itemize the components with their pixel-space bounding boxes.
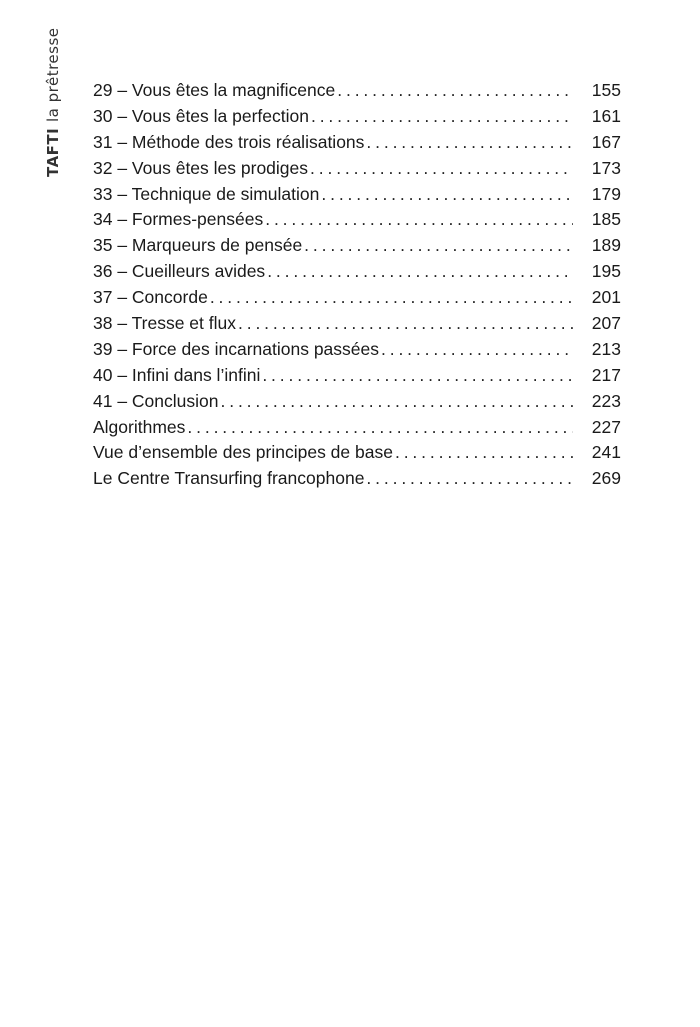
- toc-dot-leader: [366, 466, 573, 492]
- toc-entry-title: 32 – Vous êtes les prodiges: [93, 157, 309, 178]
- toc-dot-leader: [267, 259, 573, 285]
- toc-entry-title: 30 – Vous êtes la perfection: [93, 105, 309, 126]
- toc-entry[interactable]: [93, 156, 621, 182]
- toc-entry-title: Algorithmes: [93, 416, 186, 437]
- toc-entry[interactable]: [93, 233, 621, 259]
- toc-entry-page: 223: [591, 390, 621, 411]
- toc-entry[interactable]: [93, 130, 621, 156]
- table-of-contents: [93, 78, 621, 492]
- toc-entry-page: 185: [591, 209, 621, 230]
- toc-entry-page: 201: [591, 287, 621, 308]
- toc-entry-title: Vue d’ensemble des principes de base: [93, 442, 393, 463]
- toc-dot-leader: [221, 389, 574, 415]
- toc-entry[interactable]: [93, 440, 621, 466]
- toc-entry-page: 213: [591, 338, 621, 359]
- toc-dot-leader: [210, 285, 573, 311]
- toc-entry-page: 227: [591, 416, 621, 437]
- toc-entry[interactable]: [93, 182, 621, 208]
- toc-entry-page: 155: [591, 80, 621, 100]
- toc-entry-page: 217: [591, 364, 621, 385]
- toc-entry-title: Le Centre Transurfing francophone: [93, 468, 365, 489]
- toc-entry[interactable]: [93, 337, 621, 363]
- toc-entry-page: 161: [591, 105, 621, 126]
- toc-entry-page: 207: [591, 313, 621, 334]
- toc-dot-leader: [265, 207, 573, 233]
- toc-entry-title: 35 – Marqueurs de pensée: [93, 235, 303, 256]
- running-head-subtitle: la prêtresse: [44, 27, 62, 122]
- toc-dot-leader: [238, 311, 573, 337]
- toc-entry-page: 173: [591, 157, 621, 178]
- toc-entry-page: 241: [591, 442, 621, 463]
- toc-entry-title: 40 – Infini dans l’infini: [93, 364, 261, 385]
- toc-dot-leader: [395, 440, 573, 466]
- running-head: [37, 27, 69, 177]
- toc-dot-leader: [321, 182, 573, 208]
- toc-dot-leader: [311, 104, 573, 130]
- toc-entry[interactable]: [93, 78, 621, 104]
- toc-dot-leader: [310, 156, 573, 182]
- toc-entry[interactable]: [93, 389, 621, 415]
- toc-entry-page: 269: [591, 468, 621, 489]
- toc-entry[interactable]: [93, 104, 621, 130]
- toc-entry-page: 189: [591, 235, 621, 256]
- toc-entry[interactable]: [93, 363, 621, 389]
- toc-dot-leader: [337, 78, 573, 104]
- toc-entry-page: 167: [591, 131, 621, 152]
- toc-entry[interactable]: [93, 415, 621, 441]
- toc-entry[interactable]: [93, 466, 621, 492]
- toc-dot-leader: [304, 233, 573, 259]
- toc-entry-title: 41 – Conclusion: [93, 390, 219, 411]
- toc-entry-page: 179: [591, 183, 621, 204]
- toc-entry[interactable]: [93, 259, 621, 285]
- toc-dot-leader: [381, 337, 573, 363]
- toc-entry-title: 33 – Technique de simulation: [93, 183, 320, 204]
- running-head-series: TAFTI: [44, 127, 62, 177]
- toc-entry-page: 195: [591, 261, 621, 282]
- toc-dot-leader: [187, 415, 573, 441]
- toc-dot-leader: [366, 130, 573, 156]
- toc-entry-title: 39 – Force des incarnations passées: [93, 338, 379, 359]
- toc-dot-leader: [262, 363, 573, 389]
- toc-entry[interactable]: [93, 285, 621, 311]
- toc-entry-title: 36 – Cueilleurs avides: [93, 261, 266, 282]
- toc-entry-title: 29 – Vous êtes la magnificence: [93, 80, 336, 100]
- toc-entry[interactable]: [93, 207, 621, 233]
- toc-entry-title: 38 – Tresse et flux: [93, 313, 236, 334]
- toc-entry-title: 34 – Formes-pensées: [93, 209, 264, 230]
- toc-entry[interactable]: [93, 311, 621, 337]
- toc-entry-title: 31 – Méthode des trois réalisations: [93, 131, 365, 152]
- toc-entry-title: 37 – Concorde: [93, 287, 208, 308]
